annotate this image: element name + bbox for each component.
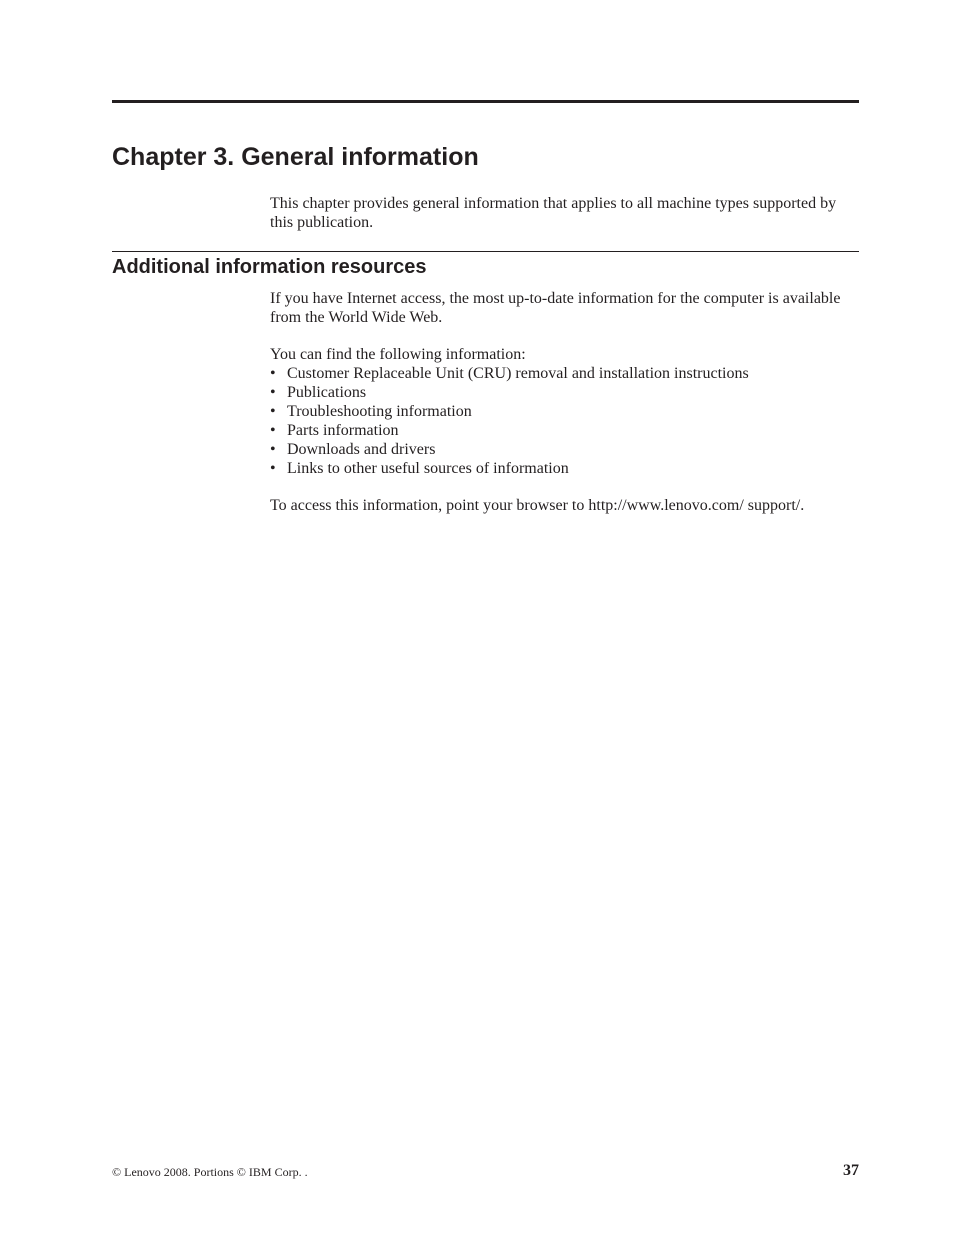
list-item-text: Customer Replaceable Unit (CRU) removal and installation instructions [287, 365, 749, 382]
list-item [270, 402, 845, 421]
information-list [270, 364, 845, 478]
list-item [270, 459, 845, 478]
internet-access-paragraph: If you have Internet access, the most up-to-date information for the computer is available from the World Wide Web. [270, 290, 841, 326]
list-item-text: Troubleshooting information [287, 403, 472, 420]
list-item-text: Downloads and drivers [287, 441, 436, 458]
section-title: Additional information resources [112, 256, 427, 278]
list-item-text: Parts information [287, 422, 399, 439]
copyright-footer: © Lenovo 2008. Portions © IBM Corp. . [112, 1165, 308, 1179]
bullet-icon: • [270, 365, 276, 382]
list-item-text: Publications [287, 384, 367, 401]
list-item [270, 440, 845, 459]
list-item [270, 383, 845, 402]
section-divider [112, 251, 859, 252]
list-item [270, 421, 845, 440]
bullet-icon: • [270, 403, 276, 420]
list-lead-text: You can find the following information: [270, 346, 526, 363]
chapter-top-rule [112, 100, 859, 103]
access-instructions-paragraph: To access this information, point your browser to http://www.lenovo.com/ support/. [270, 497, 805, 514]
bullet-icon: • [270, 384, 276, 401]
list-item-text: Links to other useful sources of information [287, 460, 569, 477]
bullet-icon: • [270, 460, 276, 477]
chapter-title: Chapter 3. General information [112, 143, 479, 171]
section-body [270, 289, 845, 533]
chapter-intro-paragraph: This chapter provides general information that applies to all machine types supported by this publication. [270, 195, 837, 231]
list-item [270, 364, 845, 383]
bullet-icon: • [270, 441, 276, 458]
page-number: 37 [843, 1162, 859, 1179]
bullet-icon: • [270, 422, 276, 439]
